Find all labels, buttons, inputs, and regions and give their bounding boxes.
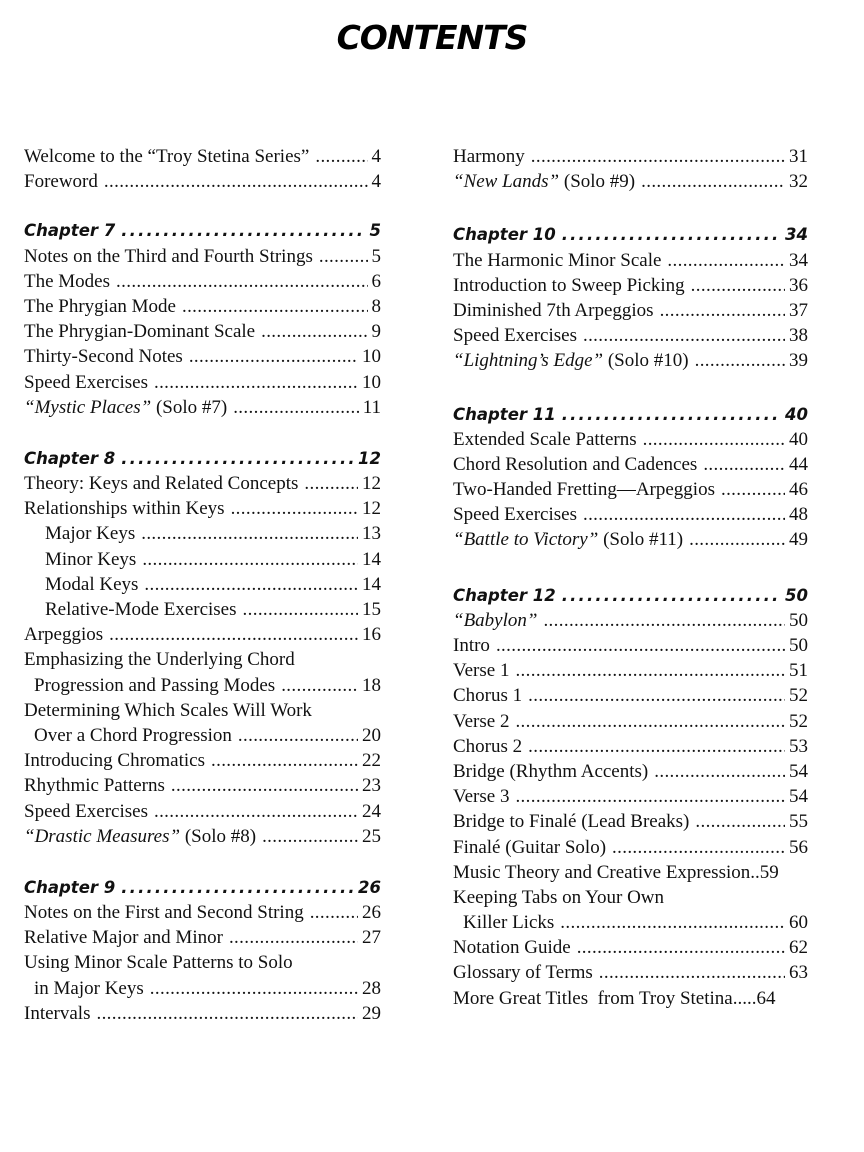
- toc-entry-solo: “Battle to Victory” (Solo #11) . . . 49: [453, 527, 808, 552]
- toc-entry: Bridge (Rhythm Accents) . . . 54: [453, 759, 808, 784]
- toc-entry-line: Emphasizing the Underlying Chord: [24, 649, 295, 671]
- toc-entry: Rhythmic Patterns . . . 23: [24, 773, 381, 798]
- toc-entry: Verse 3 . . . 54: [453, 784, 808, 809]
- toc-entry: The Phrygian-Dominant Scale . . . 9: [24, 319, 381, 344]
- toc-entry: Foreword . . . 4: [24, 169, 381, 194]
- toc-entry: Music Theory and Creative Expression.. 59: [453, 861, 779, 883]
- toc-entry: The Modes . . . 6: [24, 269, 381, 294]
- toc-entry: Welcome to the “Troy Stetina Series” . . . 4: [24, 144, 381, 169]
- toc-entry-solo: “New Lands” (Solo #9) . . . 32: [453, 169, 808, 194]
- toc-entry: Modal Keys . . . 14: [24, 572, 381, 597]
- toc-entry: The Harmonic Minor Scale . . . 34: [453, 248, 808, 273]
- toc-entry: Introducing Chromatics . . . 22: [24, 748, 381, 773]
- toc-entry: Bridge to Finalé (Lead Breaks) . . . 55: [453, 809, 808, 834]
- toc-entry: Relative Major and Minor . . . 27: [24, 925, 381, 950]
- toc-entry: Killer Licks . . . 60: [453, 910, 808, 935]
- toc-entry: Diminished 7th Arpeggios . . . 37: [453, 298, 808, 323]
- toc-entry: Speed Exercises . . . 48: [453, 502, 808, 527]
- toc-entry: Intro . . . 50: [453, 633, 808, 658]
- toc-entry-solo: “Babylon” . . . 50: [453, 608, 808, 633]
- toc-entry: Speed Exercises . . . 10: [24, 370, 381, 395]
- toc-entry: Glossary of Terms . . . 63: [453, 960, 808, 985]
- toc-entry: Introduction to Sweep Picking . . . 36: [453, 273, 808, 298]
- page-title: CONTENTS: [336, 18, 528, 57]
- chapter-heading: Chapter 10 . . . 34: [453, 222, 808, 247]
- toc-entry: Speed Exercises . . . 38: [453, 323, 808, 348]
- toc-entry: Arpeggios . . . 16: [24, 622, 381, 647]
- toc-entry: Chord Resolution and Cadences . . . 44: [453, 452, 808, 477]
- toc-entry: Notes on the First and Second String . . . 26: [24, 900, 381, 925]
- chapter-heading: Chapter 11 . . . 40: [453, 402, 808, 427]
- toc-entry: Chorus 2 . . . 53: [453, 734, 808, 759]
- toc-left-column: [24, 144, 381, 1026]
- toc-entry: Relative-Mode Exercises . . . 15: [24, 597, 381, 622]
- toc-entry: Notes on the Third and Fourth Strings . . . 5: [24, 244, 381, 269]
- toc-entry: Harmony . . . 31: [453, 144, 808, 169]
- toc-entry: Over a Chord Progression . . . 20: [24, 723, 381, 748]
- toc-entry: Thirty-Second Notes . . . 10: [24, 344, 381, 369]
- toc-entry: in Major Keys . . . 28: [24, 976, 381, 1001]
- toc-entry-solo: “Mystic Places” (Solo #7) . . . 11: [24, 395, 381, 420]
- toc-entry: Speed Exercises . . . 24: [24, 799, 381, 824]
- toc-entry: Notation Guide . . . 62: [453, 935, 808, 960]
- toc-entry: Minor Keys . . . 14: [24, 547, 381, 572]
- toc-entry: Intervals . . . 29: [24, 1001, 381, 1026]
- toc-entry-solo: “Lightning’s Edge” (Solo #10) . . . 39: [453, 348, 808, 373]
- toc-entry: Major Keys . . . 13: [24, 521, 381, 546]
- toc-entry-solo: “Drastic Measures” (Solo #8) . . . 25: [24, 824, 381, 849]
- toc-entry-line: Using Minor Scale Patterns to Solo: [24, 952, 293, 974]
- chapter-heading: Chapter 12 . . . 50: [453, 583, 808, 608]
- toc-entry: More Great Titles from Troy Stetina..... 64: [453, 987, 776, 1009]
- toc-entry: Verse 2 . . . 52: [453, 709, 808, 734]
- toc-entry: Two-Handed Fretting—Arpeggios . . . 46: [453, 477, 808, 502]
- toc-entry: Verse 1 . . . 51: [453, 658, 808, 683]
- toc-entry-line: Keeping Tabs on Your Own: [453, 886, 665, 908]
- chapter-heading: Chapter 7 . . . 5: [24, 218, 381, 243]
- toc-entry: The Phrygian Mode . . . 8: [24, 294, 381, 319]
- toc-entry-line: Determining Which Scales Will Work: [24, 699, 312, 721]
- toc-entry: Progression and Passing Modes . . . 18: [24, 673, 381, 698]
- toc-entry: Chorus 1 . . . 52: [453, 683, 808, 708]
- chapter-heading: Chapter 8 . . . 12: [24, 446, 381, 471]
- toc-entry: Theory: Keys and Related Concepts . . . 12: [24, 471, 381, 496]
- toc-entry: Extended Scale Patterns . . . 40: [453, 427, 808, 452]
- toc-entry: Relationships within Keys . . . 12: [24, 496, 381, 521]
- toc-right-column: [453, 144, 808, 1011]
- chapter-heading: Chapter 9 . . . 26: [24, 875, 381, 900]
- toc-entry: Finalé (Guitar Solo) . . . 56: [453, 835, 808, 860]
